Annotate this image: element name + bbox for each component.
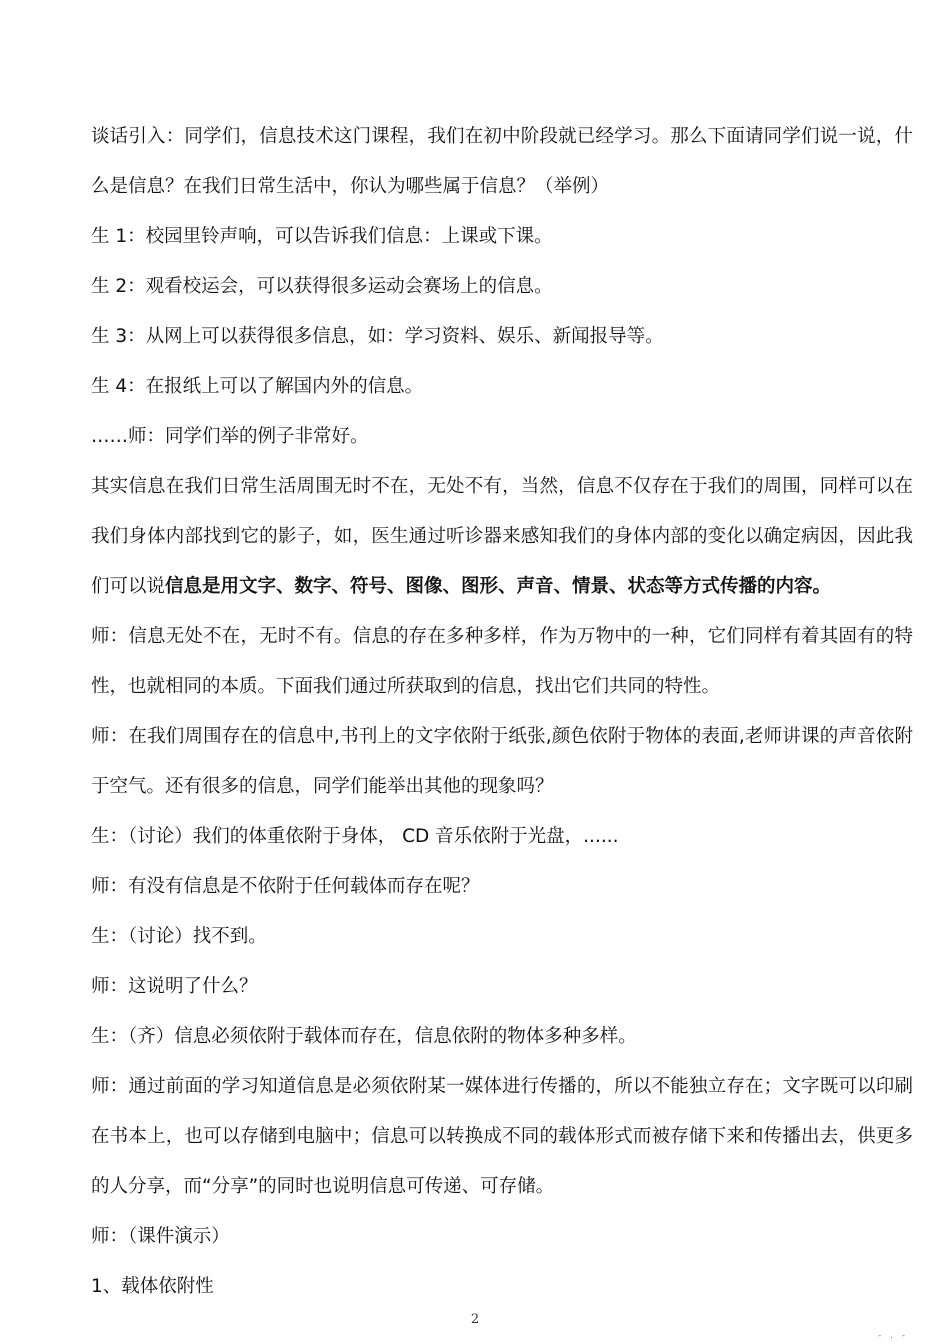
paragraph-student-2: 生 2：观看校运会，可以获得很多运动会赛场上的信息。	[91, 276, 553, 297]
paragraph-student-answer: 生：（讨论）找不到。	[91, 926, 267, 947]
document-body	[91, 112, 913, 1312]
paragraph-teacher-ask: 师：这说明了什么？	[91, 976, 258, 997]
paragraph-teacher-summary: 师：通过前面的学习知道信息是必须依附某一媒体进行传播的，所以不能独立存在；文字既可以印刷在书本上，也可以存储到电脑中；信息可以转换成不同的载体形式而被存储下来和传播出去，供更多的人分享，而“分享”的同时也说明信息可传递、可存储。	[91, 1076, 913, 1197]
paragraph-teacher-praise: ……师：同学们举的例子非常好。	[91, 426, 369, 447]
paragraph-definition: 其实信息在我们日常生活周围无时不在，无处不有，当然，信息不仅存在于我们的周围，同样可以在我们身体内部找到它的影子，如，医生通过听诊器来感知我们的身体内部的变化以确定病因，因此我们可以说信息是用文字、数字、符号、图像、图形、声音、情景、状态等方式传播的内容。	[91, 476, 913, 597]
paragraph-student-4: 生 4：在报纸上可以了解国内外的信息。	[91, 376, 424, 397]
paragraph-student-3: 生 3：从网上可以获得很多信息，如：学习资料、娱乐、新闻报导等。	[91, 326, 664, 347]
paragraph-intro: 谈话引入：同学们，信息技术这门课程，我们在初中阶段就已经学习。那么下面请同学们说一说，什么是信息？在我们日常生活中，你认为哪些属于信息？（举例）	[91, 126, 913, 197]
paragraph-student-1: 生 1：校园里铃声响，可以告诉我们信息：上课或下课。	[91, 226, 553, 247]
paragraph-teacher-demo: 师：（课件演示）	[91, 1226, 230, 1247]
definition-bold-text: 信息是用文字、数字、符号、图像、图形、声音、情景、状态等方式传播的内容。	[165, 576, 832, 597]
paragraph-student-together: 生：（齐）信息必须依附于载体而存在，信息依附的物体多种多样。	[91, 1026, 637, 1047]
page-number: 2	[470, 1312, 480, 1327]
paragraph-student-discuss: 生：（讨论）我们的体重依附于身体， CD 音乐依附于光盘，......	[91, 826, 619, 847]
paragraph-teacher-carriers: 师：在我们周围存在的信息中,书刊上的文字依附于纸张,颜色依附于物体的表面,老师讲课的声音依附于空气。还有很多的信息，同学们能举出其他的现象吗？	[91, 726, 913, 797]
corner-mark: - . -	[878, 1331, 909, 1341]
paragraph-teacher-nature: 师：信息无处不在，无时不有。信息的存在多种多样，作为万物中的一种，它们同样有着其固有的特性，也就相同的本质。下面我们通过所获取到的信息，找出它们共同的特性。	[91, 626, 913, 697]
paragraph-teacher-question: 师：有没有信息是不依附于任何载体而存在呢？	[91, 876, 480, 897]
section-heading: 1、载体依附性	[91, 1276, 214, 1297]
